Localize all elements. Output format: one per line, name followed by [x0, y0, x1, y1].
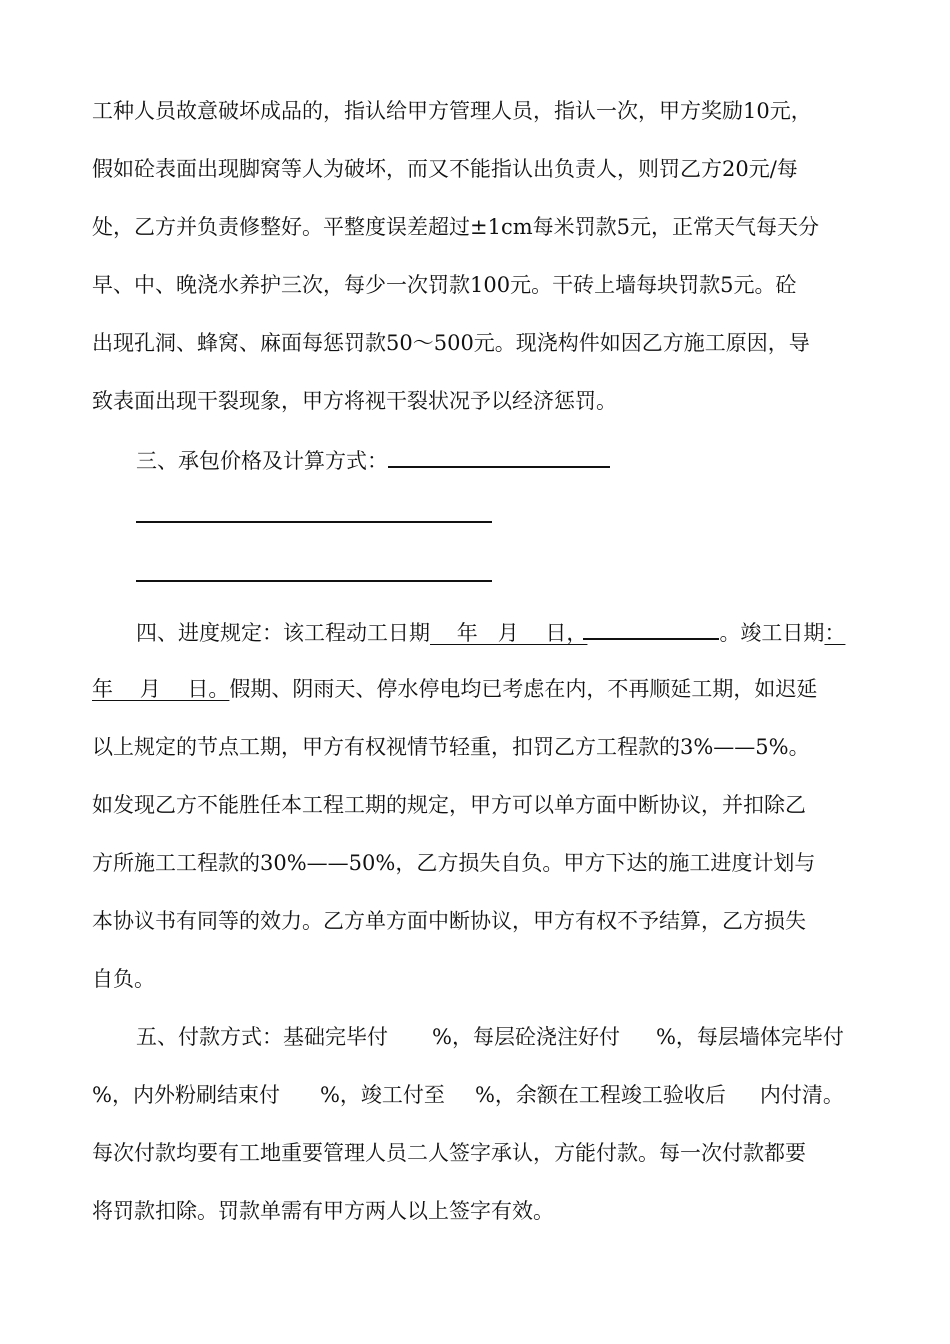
section-5-text: %，每层墙体完毕付	[655, 1025, 844, 1049]
section-5-text: %，每层砼浇注好付	[432, 1025, 620, 1049]
section-4-line	[136, 616, 845, 646]
date-colon: ：	[824, 621, 846, 645]
paragraph-line: 工种人员故意破坏成品的，指认给甲方管理人员，指认一次，甲方奖励10元，	[92, 99, 812, 123]
section-3-title: 三、承包价格及计算方式：	[136, 449, 388, 473]
section-4-line	[92, 674, 817, 704]
paragraph-line: 本协议书有同等的效力。乙方单方面中断协议，甲方有权不予结算，乙方损失	[92, 909, 806, 933]
fill-in-rule	[136, 580, 492, 582]
section-5-line	[136, 1022, 844, 1052]
section-5-line	[92, 1080, 844, 1110]
section-4-text: 假期、阴雨天、停水停电均已考虑在内，不再顺延工期，如迟延	[229, 677, 818, 701]
paragraph-line: 方所施工工程款的30%——50%，乙方损失自负。甲方下达的施工进度计划与	[92, 851, 816, 875]
paragraph-line: 自负。	[92, 967, 155, 991]
paragraph-line: 以上规定的节点工期，甲方有权视情节轻重，扣罚乙方工程款的3%——5%。	[92, 735, 810, 759]
section-5-text: %，内外粉刷结束付	[92, 1083, 280, 1107]
paragraph-line: 出现孔洞、蜂窝、麻面每惩罚款50～500元。现浇构件如因乙方施工原因，导	[92, 331, 810, 355]
start-date-field: 年 月 日，	[430, 621, 588, 645]
paragraph-line: 如发现乙方不能胜任本工程工期的规定，甲方可以单方面中断协议，并扣除乙	[92, 793, 806, 817]
section-3-heading	[136, 444, 610, 474]
section-5-text: 五、付款方式：基础完毕付	[136, 1025, 388, 1049]
paragraph-line: 每次付款均要有工地重要管理人员二人签字承认，方能付款。每一次付款都要	[92, 1141, 806, 1165]
section-5-text: 内付清。	[759, 1083, 844, 1107]
end-date-field: 年 月 日。	[92, 677, 230, 701]
section-5-text: %，竣工付至	[319, 1083, 445, 1107]
section-4-mid: 。竣工日期	[719, 621, 825, 645]
fill-in-blank	[388, 444, 610, 468]
paragraph-line: 将罚款扣除。罚款单需有甲方两人以上签字有效。	[92, 1199, 554, 1223]
section-4-prefix: 四、进度规定：该工程动工日期	[136, 621, 430, 645]
paragraph-line: 假如砼表面出现脚窝等人为破坏，而又不能指认出负责人，则罚乙方20元/每	[92, 157, 798, 181]
section-5-text: %，余额在工程竣工验收后	[474, 1083, 726, 1107]
fill-in-rule	[136, 521, 492, 523]
paragraph-line: 早、中、晚浇水养护三次，每少一次罚款100元。干砖上墙每块罚款5元。砼	[92, 273, 797, 297]
paragraph-line: 处，乙方并负责修整好。平整度误差超过±1cm每米罚款5元，正常天气每天分	[92, 215, 819, 239]
paragraph-line: 致表面出现干裂现象，甲方将视干裂状况予以经济惩罚。	[92, 389, 617, 413]
fill-in-blank	[583, 616, 719, 640]
